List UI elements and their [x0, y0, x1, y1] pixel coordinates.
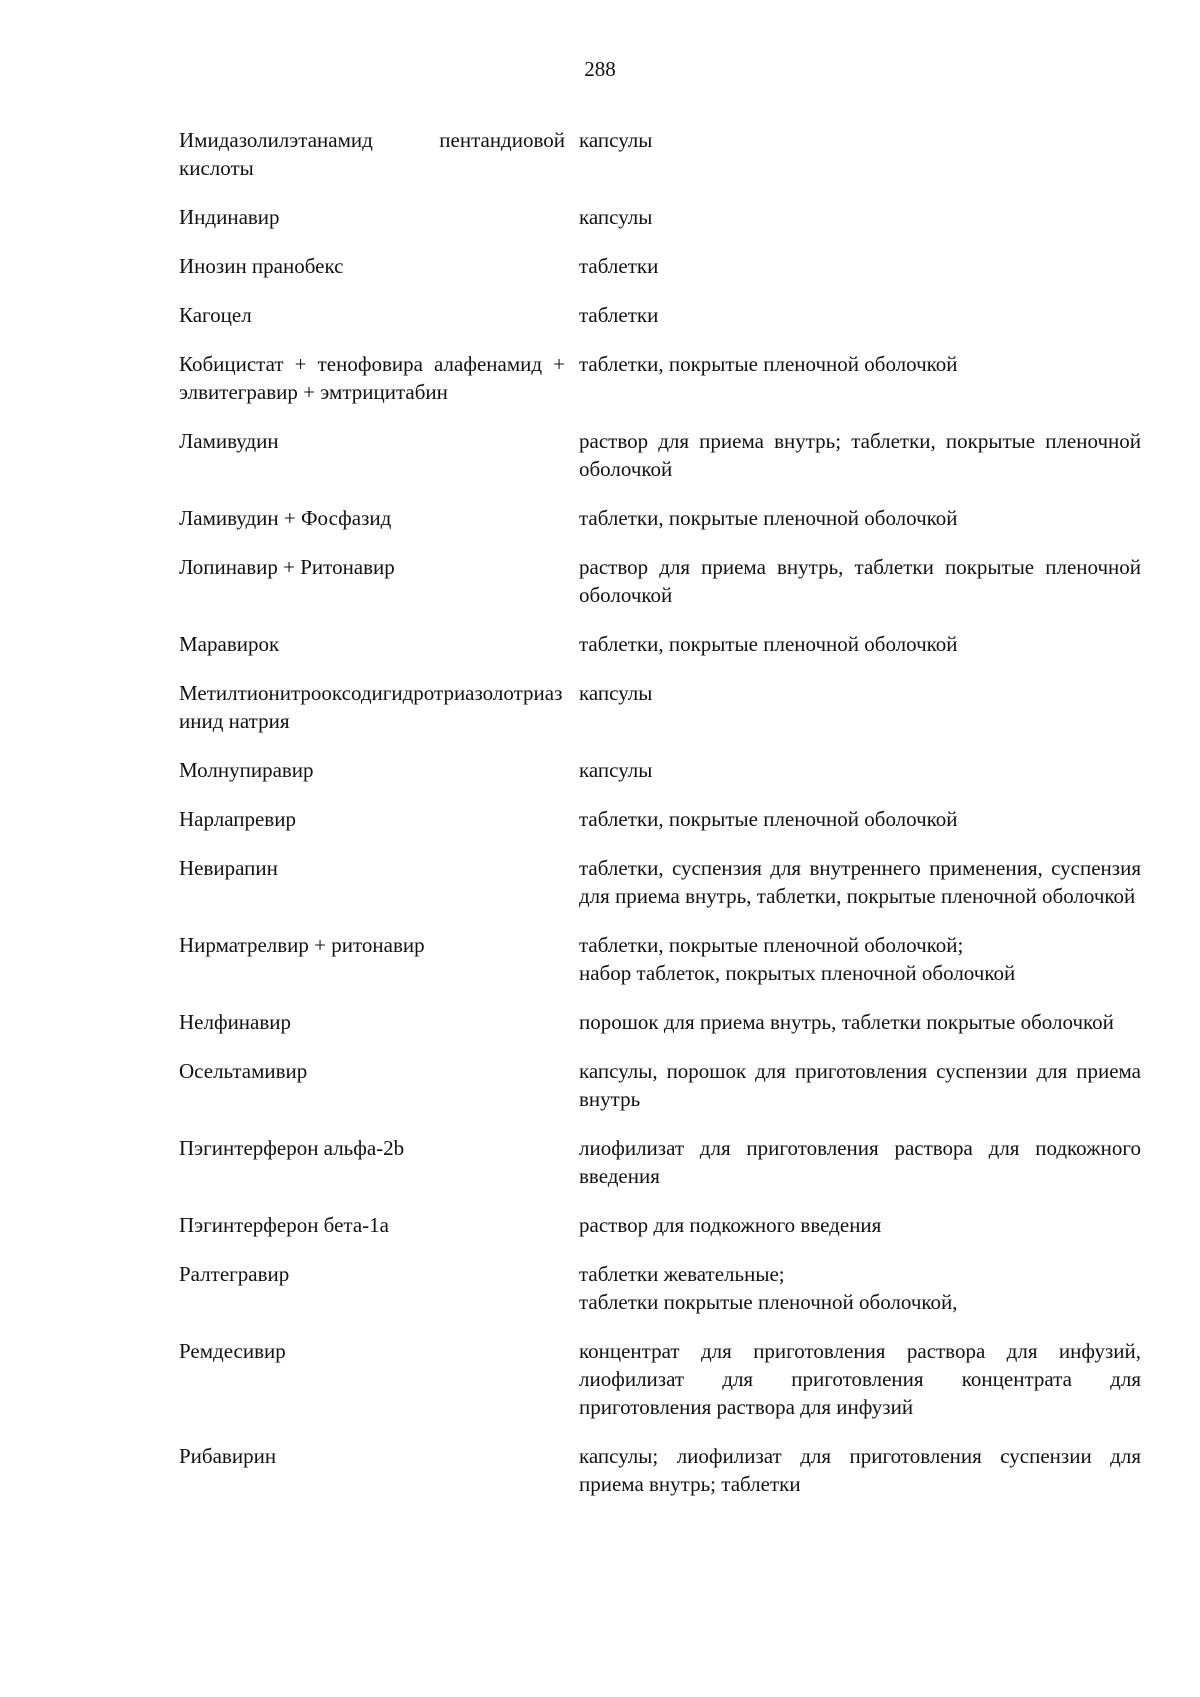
- drug-row: [179, 427, 1141, 483]
- dosage-form: [579, 553, 1141, 609]
- dosage-form: [579, 756, 1141, 784]
- drug-list: [179, 126, 1141, 1519]
- drug-name: Кобицистат + тенофовира алафенамид + элвитегравир + эмтрицитабин: [179, 352, 565, 404]
- dosage-form-line: концентрат для приготовления раствора для инфузий, лиофилизат для приготовления концентрата для приготовления раствора для инфузий: [579, 1339, 1141, 1419]
- drug-name: Имидазолилэтанамид пентандиовой кислоты: [179, 128, 565, 180]
- drug-name: Ламивудин: [179, 429, 279, 453]
- dosage-form-line: капсулы: [579, 128, 653, 152]
- dosage-form: [579, 931, 1141, 987]
- dosage-form: [579, 203, 1141, 231]
- dosage-form: [579, 1260, 1141, 1316]
- dosage-form-line: таблетки: [579, 303, 659, 327]
- drug-row: [179, 756, 1141, 784]
- dosage-form: [579, 1211, 1141, 1239]
- dosage-form: [579, 679, 1141, 735]
- dosage-form: [579, 1008, 1141, 1036]
- dosage-form-line: таблетки, суспензия для внутреннего применения, суспензия для приема внутрь, таблетки, покрытые пленочной оболочкой: [579, 856, 1141, 908]
- dosage-form-line: капсулы, порошок для приготовления суспензии для приема внутрь: [579, 1059, 1141, 1111]
- drug-name: Нелфинавир: [179, 1010, 292, 1034]
- drug-row: [179, 931, 1141, 987]
- dosage-form-line: раствор для подкожного введения: [579, 1213, 882, 1237]
- drug-row: [179, 1442, 1141, 1498]
- dosage-form-line: лиофилизат для приготовления раствора для подкожного введения: [579, 1136, 1141, 1188]
- drug-row: [179, 1337, 1141, 1421]
- drug-row: [179, 350, 1141, 406]
- drug-row: [179, 203, 1141, 231]
- dosage-form-line: капсулы: [579, 205, 653, 229]
- drug-name: Пэгинтерферон альфа-2b: [179, 1136, 405, 1160]
- dosage-form: [579, 1337, 1141, 1421]
- drug-name: Кагоцел: [179, 303, 252, 327]
- drug-name: Маравирок: [179, 632, 280, 656]
- dosage-form: [579, 1134, 1141, 1190]
- dosage-form: [579, 350, 1141, 406]
- dosage-form-line: раствор для приема внутрь; таблетки, покрытые пленочной оболочкой: [579, 429, 1141, 481]
- drug-name: Пэгинтерферон бета-1а: [179, 1213, 389, 1237]
- drug-name: Рибавирин: [179, 1444, 277, 1468]
- dosage-form-line: порошок для приема внутрь, таблетки покрытые оболочкой: [579, 1010, 1114, 1034]
- drug-row: [179, 630, 1141, 658]
- drug-name: Метилтионитрооксодигидротриазолотриазинид натрия: [179, 681, 563, 733]
- drug-row: [179, 1211, 1141, 1239]
- drug-name: Лопинавир + Ритонавир: [179, 555, 395, 579]
- drug-row: [179, 1134, 1141, 1190]
- dosage-form-line: раствор для приема внутрь, таблетки покрытые пленочной оболочкой: [579, 555, 1141, 607]
- drug-row: [179, 805, 1141, 833]
- dosage-form: [579, 301, 1141, 329]
- dosage-form-line: таблетки жевательные;: [579, 1262, 785, 1286]
- drug-name: Ремдесивир: [179, 1339, 286, 1363]
- page-number: 288: [584, 57, 616, 81]
- drug-row: [179, 252, 1141, 280]
- dosage-form-line: капсулы; лиофилизат для приготовления суспензии для приема внутрь; таблетки: [579, 1444, 1141, 1496]
- dosage-form: [579, 1442, 1141, 1498]
- drug-row: [179, 1260, 1141, 1316]
- drug-name: Индинавир: [179, 205, 280, 229]
- dosage-form: [579, 126, 1141, 182]
- drug-name: Невирапин: [179, 856, 278, 880]
- drug-name: Ламивудин + Фосфазид: [179, 506, 392, 530]
- drug-name: Осельтамивир: [179, 1059, 308, 1083]
- dosage-form-line: набор таблеток, покрытых пленочной оболочкой: [579, 961, 1016, 985]
- drug-row: [179, 1057, 1141, 1113]
- dosage-form: [579, 427, 1141, 483]
- drug-name: Нарлапревир: [179, 807, 296, 831]
- drug-name: Инозин пранобекс: [179, 254, 344, 278]
- dosage-form: [579, 854, 1141, 910]
- drug-name: Молнупиравир: [179, 758, 314, 782]
- dosage-form-line: таблетки: [579, 254, 659, 278]
- dosage-form-line: таблетки, покрытые пленочной оболочкой: [579, 506, 958, 530]
- drug-name: Ралтегравир: [179, 1262, 290, 1286]
- dosage-form-line: таблетки, покрытые пленочной оболочкой: [579, 807, 958, 831]
- drug-row: [179, 126, 1141, 182]
- drug-name: Нирматрелвир + ритонавир: [179, 933, 425, 957]
- dosage-form-line: таблетки, покрытые пленочной оболочкой: [579, 352, 958, 376]
- dosage-form: [579, 805, 1141, 833]
- dosage-form-line: таблетки, покрытые пленочной оболочкой;: [579, 933, 964, 957]
- dosage-form-line: таблетки, покрытые пленочной оболочкой: [579, 632, 958, 656]
- drug-row: [179, 553, 1141, 609]
- dosage-form: [579, 1057, 1141, 1113]
- dosage-form-line: капсулы: [579, 681, 653, 705]
- dosage-form-line: капсулы: [579, 758, 653, 782]
- dosage-form: [579, 504, 1141, 532]
- dosage-form: [579, 630, 1141, 658]
- dosage-form-line: таблетки покрытые пленочной оболочкой,: [579, 1290, 958, 1314]
- drug-row: [179, 854, 1141, 910]
- drug-row: [179, 1008, 1141, 1036]
- dosage-form: [579, 252, 1141, 280]
- drug-row: [179, 679, 1141, 735]
- drug-row: [179, 301, 1141, 329]
- drug-row: [179, 504, 1141, 532]
